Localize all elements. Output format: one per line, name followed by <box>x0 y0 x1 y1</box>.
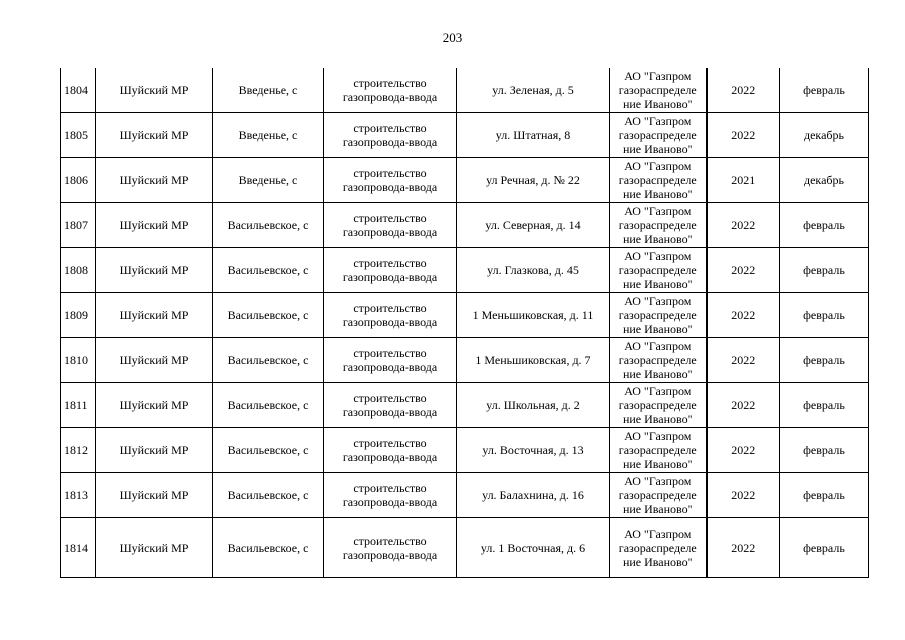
cell-number: 1812 <box>61 428 96 473</box>
cell-month: декабрь <box>780 158 869 203</box>
cell-organization-line: АО "Газпром <box>624 159 692 173</box>
table-row <box>61 473 869 518</box>
cell-number: 1808 <box>61 248 96 293</box>
cell-organization-line: АО "Газпром <box>624 114 692 128</box>
cell-year: 2022 <box>707 113 780 158</box>
cell-address: ул. Глазкова, д. 45 <box>457 248 610 293</box>
cell-work-type <box>324 203 457 248</box>
cell-address: 1 Меньшиковская, д. 7 <box>457 338 610 383</box>
cell-number: 1811 <box>61 383 96 428</box>
cell-work-type-line: строительство <box>353 211 427 225</box>
cell-organization-line: АО "Газпром <box>624 526 692 541</box>
cell-organization-line: газораспределе <box>618 353 697 367</box>
cell-address: ул. Школьная, д. 2 <box>457 383 610 428</box>
cell-year: 2021 <box>707 158 780 203</box>
table-row <box>61 338 869 383</box>
cell-organization-line: АО "Газпром <box>624 294 692 308</box>
cell-organization-line: ние Иваново" <box>622 554 693 569</box>
cell-work-type-line: строительство <box>353 166 427 180</box>
cell-work-type-line: строительство <box>353 346 427 360</box>
cell-organization-line: ние Иваново" <box>622 232 693 246</box>
cell-district: Шуйский МР <box>96 383 213 428</box>
cell-work-type-line: газопровода-ввода <box>342 450 438 464</box>
cell-organization <box>610 338 707 383</box>
cell-work-type <box>324 428 457 473</box>
cell-address: ул. Восточная, д. 13 <box>457 428 610 473</box>
cell-organization-line: ние Иваново" <box>622 97 693 111</box>
cell-organization-line: ние Иваново" <box>622 277 693 291</box>
cell-organization <box>610 428 707 473</box>
cell-organization <box>610 203 707 248</box>
cell-work-type <box>324 293 457 338</box>
cell-month: февраль <box>780 518 869 578</box>
cell-work-type-line: строительство <box>353 76 427 90</box>
cell-organization-line: АО "Газпром <box>624 429 692 443</box>
cell-organization-line: АО "Газпром <box>624 204 692 218</box>
cell-month: февраль <box>780 338 869 383</box>
cell-locality: Введенье, с <box>213 158 324 203</box>
table-body <box>61 68 869 578</box>
cell-organization-line: газораспределе <box>618 443 697 457</box>
table-row <box>61 158 869 203</box>
cell-organization-line: газораспределе <box>618 173 697 187</box>
cell-work-type-line: строительство <box>353 121 427 135</box>
cell-work-type-line: газопровода-ввода <box>342 547 438 562</box>
cell-organization <box>610 248 707 293</box>
cell-year: 2022 <box>707 428 780 473</box>
cell-month: февраль <box>780 203 869 248</box>
cell-organization <box>610 518 707 578</box>
cell-organization <box>610 473 707 518</box>
cell-organization-line: ние Иваново" <box>622 142 693 156</box>
table-row <box>61 293 869 338</box>
cell-work-type-line: строительство <box>353 533 427 548</box>
cell-month: февраль <box>780 68 869 113</box>
cell-locality: Введенье, с <box>213 113 324 158</box>
cell-number: 1814 <box>61 518 96 578</box>
cell-district: Шуйский МР <box>96 68 213 113</box>
cell-organization <box>610 158 707 203</box>
cell-organization-line: газораспределе <box>618 218 697 232</box>
cell-address: 1 Меньшиковская, д. 11 <box>457 293 610 338</box>
cell-locality: Васильевское, с <box>213 383 324 428</box>
cell-organization-line: ние Иваново" <box>622 367 693 381</box>
cell-organization-line: АО "Газпром <box>624 69 692 83</box>
cell-district: Шуйский МР <box>96 113 213 158</box>
table-row <box>61 518 869 578</box>
table-row <box>61 113 869 158</box>
cell-work-type-line: газопровода-ввода <box>342 225 438 239</box>
cell-locality: Васильевское, с <box>213 518 324 578</box>
cell-number: 1806 <box>61 158 96 203</box>
cell-number: 1810 <box>61 338 96 383</box>
cell-organization-line: АО "Газпром <box>624 339 692 353</box>
cell-address: ул. Северная, д. 14 <box>457 203 610 248</box>
cell-year: 2022 <box>707 293 780 338</box>
table-row <box>61 428 869 473</box>
gas-connection-table <box>60 68 869 578</box>
cell-month: февраль <box>780 293 869 338</box>
cell-organization-line: газораспределе <box>618 488 697 502</box>
cell-year: 2022 <box>707 68 780 113</box>
cell-locality: Васильевское, с <box>213 338 324 383</box>
cell-address: ул. Зеленая, д. 5 <box>457 68 610 113</box>
cell-month: февраль <box>780 428 869 473</box>
cell-work-type-line: строительство <box>353 391 427 405</box>
cell-address: ул Речная, д. № 22 <box>457 158 610 203</box>
cell-year: 2022 <box>707 518 780 578</box>
cell-work-type-line: строительство <box>353 256 427 270</box>
cell-organization-line: ние Иваново" <box>622 502 693 516</box>
cell-district: Шуйский МР <box>96 518 213 578</box>
cell-organization-line: газораспределе <box>618 308 697 322</box>
cell-number: 1807 <box>61 203 96 248</box>
cell-organization-line: газораспределе <box>618 398 697 412</box>
table-row <box>61 68 869 113</box>
cell-organization-line: газораспределе <box>618 83 697 97</box>
cell-district: Шуйский МР <box>96 473 213 518</box>
cell-organization-line: АО "Газпром <box>624 384 692 398</box>
cell-number: 1805 <box>61 113 96 158</box>
cell-month: февраль <box>780 383 869 428</box>
cell-work-type-line: строительство <box>353 301 427 315</box>
cell-locality: Васильевское, с <box>213 248 324 293</box>
cell-locality: Васильевское, с <box>213 428 324 473</box>
cell-work-type-line: газопровода-ввода <box>342 360 438 374</box>
cell-organization-line: ние Иваново" <box>622 322 693 336</box>
cell-organization-line: газораспределе <box>618 540 697 555</box>
cell-organization-line: ние Иваново" <box>622 457 693 471</box>
cell-district: Шуйский МР <box>96 338 213 383</box>
cell-work-type <box>324 338 457 383</box>
cell-work-type <box>324 473 457 518</box>
cell-work-type-line: газопровода-ввода <box>342 495 438 509</box>
cell-year: 2022 <box>707 383 780 428</box>
cell-district: Шуйский МР <box>96 428 213 473</box>
cell-work-type <box>324 383 457 428</box>
cell-district: Шуйский МР <box>96 248 213 293</box>
cell-work-type <box>324 68 457 113</box>
cell-year: 2022 <box>707 203 780 248</box>
cell-year: 2022 <box>707 248 780 293</box>
table-row <box>61 203 869 248</box>
cell-work-type-line: газопровода-ввода <box>342 315 438 329</box>
cell-number: 1813 <box>61 473 96 518</box>
table-row <box>61 248 869 293</box>
cell-district: Шуйский МР <box>96 293 213 338</box>
cell-organization <box>610 293 707 338</box>
cell-month: февраль <box>780 248 869 293</box>
cell-locality: Введенье, с <box>213 68 324 113</box>
table-row <box>61 383 869 428</box>
cell-organization-line: ние Иваново" <box>622 187 693 201</box>
cell-month: февраль <box>780 473 869 518</box>
cell-locality: Васильевское, с <box>213 293 324 338</box>
cell-work-type <box>324 158 457 203</box>
cell-work-type <box>324 248 457 293</box>
cell-organization-line: газораспределе <box>618 128 697 142</box>
cell-address: ул. Балахнина, д. 16 <box>457 473 610 518</box>
cell-organization-line: АО "Газпром <box>624 474 692 488</box>
cell-address: ул. 1 Восточная, д. 6 <box>457 518 610 578</box>
cell-work-type-line: строительство <box>353 436 427 450</box>
cell-organization <box>610 383 707 428</box>
cell-number: 1809 <box>61 293 96 338</box>
cell-year: 2022 <box>707 338 780 383</box>
cell-organization-line: АО "Газпром <box>624 249 692 263</box>
cell-locality: Васильевское, с <box>213 473 324 518</box>
cell-month: декабрь <box>780 113 869 158</box>
cell-work-type-line: строительство <box>353 481 427 495</box>
cell-organization <box>610 113 707 158</box>
cell-work-type-line: газопровода-ввода <box>342 405 438 419</box>
cell-work-type-line: газопровода-ввода <box>342 90 438 104</box>
cell-organization <box>610 68 707 113</box>
cell-organization-line: ние Иваново" <box>622 412 693 426</box>
cell-locality: Васильевское, с <box>213 203 324 248</box>
cell-work-type-line: газопровода-ввода <box>342 135 438 149</box>
page-number: 203 <box>442 30 463 45</box>
cell-organization-line: газораспределе <box>618 263 697 277</box>
cell-year: 2022 <box>707 473 780 518</box>
cell-district: Шуйский МР <box>96 203 213 248</box>
cell-address: ул. Штатная, 8 <box>457 113 610 158</box>
cell-work-type-line: газопровода-ввода <box>342 270 438 284</box>
cell-work-type-line: газопровода-ввода <box>342 180 438 194</box>
cell-work-type <box>324 113 457 158</box>
cell-district: Шуйский МР <box>96 158 213 203</box>
cell-work-type <box>324 518 457 578</box>
cell-number: 1804 <box>61 68 96 113</box>
